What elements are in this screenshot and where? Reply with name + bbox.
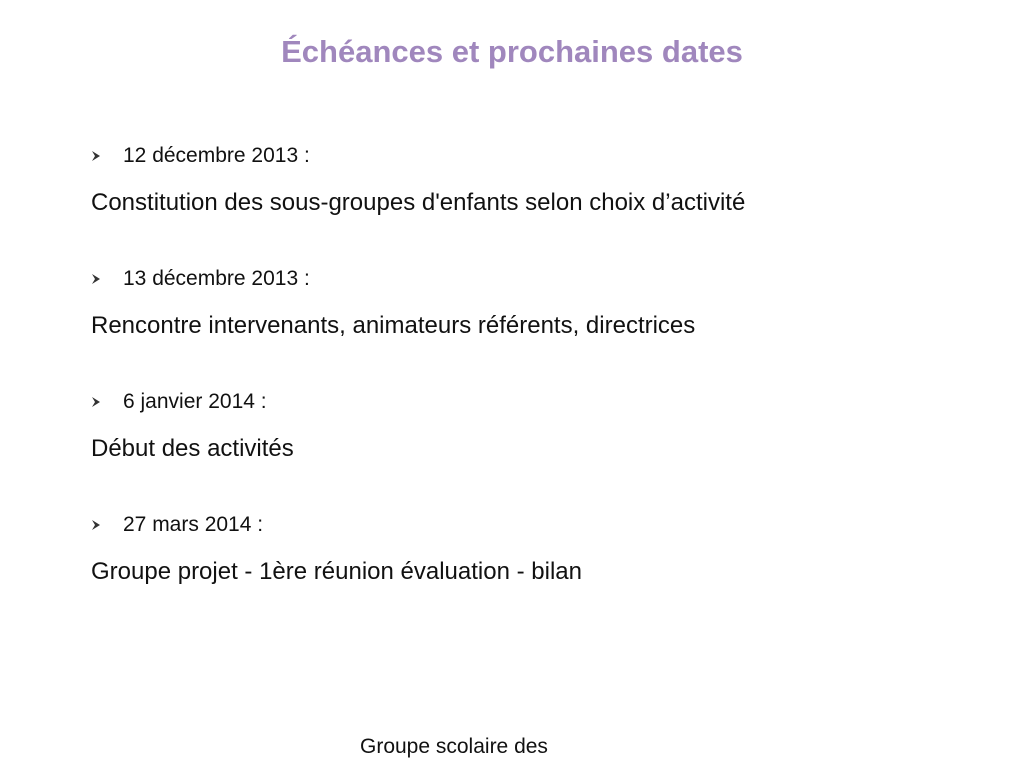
arrowhead-bullet-icon [91,150,101,162]
schedule-date-row [91,387,991,417]
schedule-item [91,264,991,387]
schedule-date-row [91,510,991,540]
schedule-date: 6 janvier 2014 : [123,390,267,413]
schedule-item [91,141,991,264]
schedule-date-row [91,264,991,294]
schedule-description: Groupe projet - 1ère réunion évaluation - bilan [91,558,582,585]
schedule-description: Constitution des sous-groupes d'enfants selon choix d’activité [91,189,746,216]
schedule-date-row [91,141,991,171]
slide-footer: Groupe scolaire des [360,735,548,758]
arrowhead-bullet-icon [91,273,101,285]
schedule-date: 13 décembre 2013 : [123,267,310,290]
slide-title: Échéances et prochaines dates [281,34,743,69]
schedule-description: Début des activités [91,435,294,462]
arrowhead-bullet-icon [91,396,101,408]
schedule-description: Rencontre intervenants, animateurs référents, directrices [91,312,696,339]
schedule-item [91,510,991,633]
schedule-list [91,141,991,633]
schedule-item [91,387,991,510]
schedule-date: 12 décembre 2013 : [123,144,310,167]
arrowhead-bullet-icon [91,519,101,531]
schedule-date: 27 mars 2014 : [123,513,264,536]
